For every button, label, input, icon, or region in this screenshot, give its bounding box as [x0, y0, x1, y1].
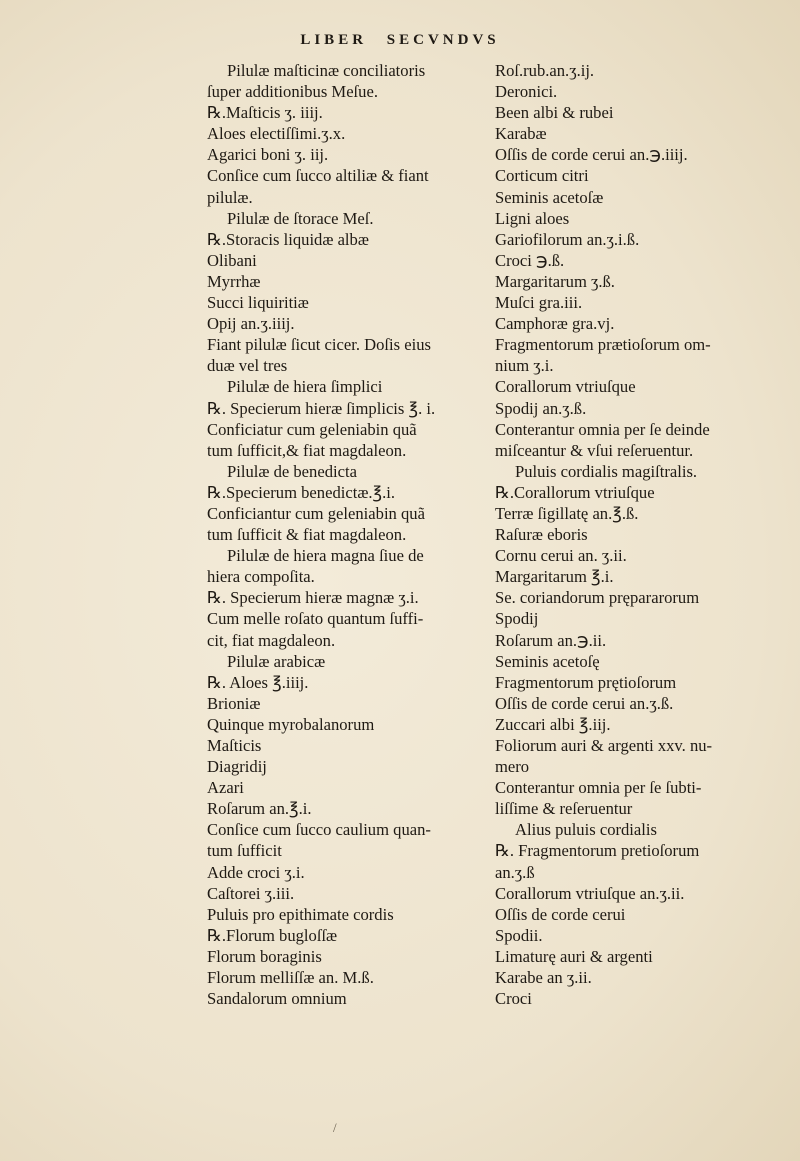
right-column-line: miſceantur & vſui reſeruentur. [495, 440, 694, 460]
right-column-line: Spodij an.ʒ.ß. [495, 398, 587, 418]
right-column-line: Croci ℈.ß. [495, 250, 565, 270]
right-column-line: Muſci gra.iii. [495, 293, 583, 313]
left-column-line: ℞.Storacis liquidæ albæ [207, 229, 369, 249]
left-column-line: Pilulæ maſticinæ conciliatoris [227, 61, 426, 80]
left-column-line: ℞.Maſticis ʒ. iiij. [207, 103, 323, 123]
right-column-line: Ligni aloes [495, 208, 570, 228]
left-column-line: ℞.Specierum benedictæ.℥.i. [207, 482, 396, 502]
left-column-line: Olibani [207, 250, 257, 270]
right-column-line: Corallorum vtriuſque an.ʒ.ii. [495, 883, 685, 903]
right-column-line: Conterantur omnia per ſe deinde [495, 419, 710, 439]
running-head-liber: LIBER [300, 32, 368, 48]
right-column-line: Karabæ [495, 124, 547, 144]
left-column-line: Pilulæ de ſtorace Meſ. [227, 208, 374, 228]
left-column-line: Diagridij [207, 757, 267, 777]
right-column-line: mero [495, 757, 530, 777]
left-column-line: Agarici boni ʒ. iij. [207, 145, 329, 165]
right-column-line: Foliorum auri & argenti xxv. nu- [495, 736, 713, 755]
right-column-line: Terræ ſigillatę an.℥.ß. [495, 503, 639, 523]
left-column-line: ℞. Specierum hieræ ſimplicis ℥. i. [207, 398, 436, 418]
right-column-line: Oſſis de corde cerui an.℈.iiij. [495, 145, 688, 165]
right-column-line: Margaritarum ʒ.ß. [495, 271, 615, 291]
left-column-line: Pilulæ de hiera ſimplici [227, 377, 383, 397]
right-column-line: Zuccari albi ℥.iij. [495, 714, 611, 734]
running-head-secundus: SECVNDVS [386, 32, 500, 48]
right-column-line: Fragmentorum prætioſorum om- [495, 335, 711, 355]
right-column-line: Camphoræ gra.vj. [495, 314, 615, 334]
left-column-line: Conſice cum ſucco altiliæ & fiant [207, 166, 429, 186]
right-column-line: Corticum citri [495, 166, 589, 186]
right-column-line: an.ʒ.ß [495, 862, 535, 882]
right-column-line: Roſarum an.℈.ii. [495, 630, 607, 650]
left-column-line: tum ſufficit & fiat magdaleon. [207, 525, 407, 545]
right-column-line: Se. coriandorum prępararorum [495, 588, 700, 608]
right-column-line: Oſſis de corde cerui an.ʒ.ß. [495, 693, 674, 713]
left-column-line: ſuper additionibus Meſue. [207, 82, 378, 102]
left-column-line: tum ſufficit [207, 841, 282, 861]
right-column-line: Been albi & rubei [495, 103, 614, 123]
left-column-line: Quinque myrobalanorum [207, 714, 375, 734]
right-column-line: Alius puluis cordialis [515, 820, 657, 840]
right-column-line: Conterantur omnia per ſe ſubti- [495, 778, 702, 798]
left-column-line: cit, fiat magdaleon. [207, 630, 336, 650]
left-column-line: Cum melle roſato quantum ſuffi- [207, 609, 424, 629]
right-column-line: Croci [495, 989, 532, 1009]
left-column-line: Conficiantur cum geleniabin quã [207, 503, 425, 523]
left-column-line: Opij an.ʒ.iiij. [207, 314, 295, 334]
right-column-line: Roſ.rub.an.ʒ.ij. [495, 61, 595, 80]
left-column-line: Sandalorum omnium [207, 989, 347, 1009]
left-column-line: Caſtorei ʒ.iii. [207, 883, 295, 903]
left-column-line: Maſticis [207, 736, 262, 755]
left-column-line: Pilulæ de hiera magna ſiue de [227, 546, 424, 566]
right-text-column [495, 60, 795, 1009]
right-column-line: Spodij [495, 609, 539, 629]
right-column-line: ℞.Corallorum vtriuſque [495, 482, 655, 502]
left-column-line: Succi liquiritiæ [207, 293, 309, 313]
left-column-line: duæ vel tres [207, 356, 288, 376]
left-column-line: Aloes electiſſimi.ʒ.x. [207, 124, 346, 144]
right-column-line: Oſſis de corde cerui [495, 904, 626, 924]
right-column-line: Raſuræ eboris [495, 525, 588, 545]
right-column-line: Seminis acetoſæ [495, 187, 604, 207]
left-column-line: tum ſufficit,& fiat magdaleon. [207, 440, 407, 460]
left-column-line: Adde croci ʒ.i. [207, 862, 305, 882]
left-column-line: Florum boraginis [207, 946, 322, 966]
left-column-line: hiera compoſita. [207, 567, 315, 587]
left-column-line: Pilulæ de benedicta [227, 461, 357, 481]
right-column-line: ℞. Fragmentorum pretioſorum [495, 841, 700, 861]
left-column-line: ℞.Florum bugloſſæ [207, 925, 338, 945]
running-head [0, 32, 800, 49]
right-column-line: Spodii. [495, 925, 543, 945]
right-column-line: Corallorum vtriuſque [495, 377, 636, 397]
left-column-line: Azari [207, 778, 244, 798]
right-column-line: Fragmentorum prętioſorum [495, 672, 677, 692]
right-column-line: Deronici. [495, 82, 558, 102]
left-column-line: Puluis pro epithimate cordis [207, 904, 394, 924]
right-column-line: nium ʒ.i. [495, 356, 554, 376]
right-column-line: Limaturę auri & argenti [495, 946, 653, 966]
left-column-line: Conſice cum ſucco caulium quan- [207, 820, 431, 840]
left-column-line: Myrrhæ [207, 271, 261, 291]
right-column-line: Seminis acetoſę [495, 651, 600, 671]
right-column-line: Karabe an ʒ.ii. [495, 968, 592, 988]
left-column-line: pilulæ. [207, 187, 253, 207]
left-column-line: Conficiatur cum geleniabin quã [207, 419, 417, 439]
left-column-line: ℞. Specierum hieræ magnæ ʒ.i. [207, 588, 419, 608]
right-column-line: liſſime & reſeruentur [495, 799, 633, 819]
left-column-line: Florum melliſſæ an. M.ß. [207, 968, 374, 988]
left-column-line: Pilulæ arabicæ [227, 651, 326, 671]
left-column-line: ℞. Aloes ℥.iiij. [207, 672, 309, 692]
left-column-line: Fiant pilulæ ſicut cicer. Doſis eius [207, 335, 431, 355]
right-column-line: Gariofilorum an.ʒ.i.ß. [495, 229, 640, 249]
left-column-line: Roſarum an.℥.i. [207, 799, 312, 819]
right-column-line: Margaritarum ℥.i. [495, 567, 614, 587]
folio-mark: / [333, 1120, 337, 1135]
left-column-line: Brioniæ [207, 693, 261, 713]
right-column-line: Cornu cerui an. ʒ.ii. [495, 546, 627, 566]
right-column-line: Puluis cordialis magiſtralis. [515, 461, 698, 481]
left-text-column [207, 60, 497, 1009]
